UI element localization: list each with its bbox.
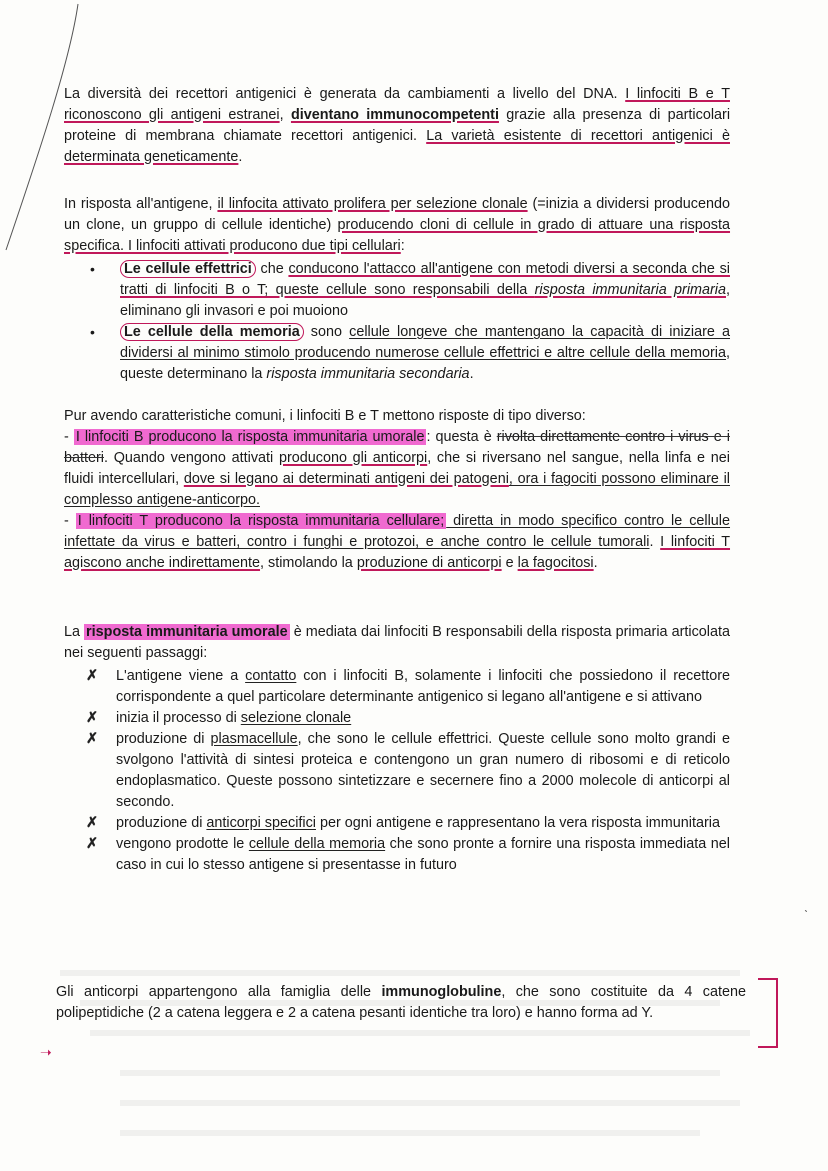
- t-t3: I linfociti T agiscono anche indirettamente: [64, 534, 731, 571]
- arrow-icon: ➝: [40, 1044, 52, 1060]
- cross-mark-icon: ✗: [86, 710, 99, 726]
- cross-mark-icon: ✗: [86, 668, 99, 684]
- list-item-effector: [64, 259, 730, 322]
- p3-intro: Pur avendo caratteristiche comuni, i linfociti B e T mettono risposte di tipo diverso:: [64, 408, 586, 424]
- paragraph-clonal-selection: [64, 194, 730, 385]
- step-text: con i linfociti B, solamente i linfociti che possiedono il recettore corrispondente a quel particolare determinante antigenico si legano all'antigene e si attivano: [116, 668, 730, 705]
- effector-t3: conducono l'attacco all'antigene con metodi diversi a seconda che si tratti di linfociti B o T; queste cellule sono responsabili della: [120, 261, 730, 298]
- p1-s5: grazie alla presenza di particolari proteine di membrana chiamate recettori antigenici.: [64, 107, 731, 144]
- memory-t5: risposta immunitaria secondaria: [266, 366, 470, 382]
- paragraph-humoral-steps: [64, 622, 730, 876]
- cross-mark-icon: ✗: [86, 815, 99, 831]
- p1-s6: La varietà esistente di recettori antigenici è determinata geneticamente: [64, 128, 730, 165]
- p1-s7: .: [238, 149, 243, 165]
- step-text: per ogni antigene e rappresentano la vera risposta immunitaria: [315, 815, 720, 831]
- effector-t5: , eliminano gli invasori e poi muoiono: [120, 282, 730, 319]
- effector-t2: che: [255, 261, 289, 277]
- p1-s1: La diversità dei recettori antigenici è generata da cambiamenti a livello del DNA.: [64, 86, 626, 102]
- b-t5: , che si riversano nel sangue, nella linfa e nei fluidi intercellulari,: [64, 450, 730, 487]
- dash: -: [64, 429, 74, 445]
- p1-s4: diventano immunocompetenti: [290, 107, 499, 123]
- b-t6: dove si legano ai determinati antigeni dei patogeni: [183, 471, 509, 487]
- step-term: selezione clonale: [240, 710, 352, 726]
- p1-s3: ,: [279, 107, 291, 123]
- step-item: [64, 666, 730, 708]
- bullet-dot: •: [90, 324, 95, 340]
- p2-s1: In risposta all'antigene,: [64, 196, 218, 212]
- step-text: che sono pronte a fornire una risposta immediata nel caso in cui lo stesso antigene si presentasse in futuro: [116, 836, 730, 873]
- p5-s1: Gli anticorpi appartengono alla famiglia delle: [56, 984, 382, 1000]
- cell-types-list: [64, 259, 730, 385]
- dash: -: [64, 513, 76, 529]
- bullet-dot: •: [90, 261, 95, 277]
- effector-cells-term: Le cellule effettrici: [120, 260, 256, 278]
- step-item: [64, 708, 730, 729]
- p4-s2: è mediata dai linfociti B responsabili della risposta primaria articolata nei seguenti passaggi:: [64, 624, 730, 661]
- p2-s2: il linfocita attivato prolifera per selezione clonale: [217, 196, 528, 212]
- t-t6: e: [501, 555, 518, 571]
- b-t4: producono gli anticorpi: [278, 450, 428, 466]
- cross-mark-icon: ✗: [86, 731, 99, 747]
- step-term: plasmacellule: [210, 731, 298, 747]
- t-t7: la fagocitosi: [517, 555, 594, 571]
- step-term: cellule della memoria: [248, 836, 386, 852]
- t-t2: .: [649, 534, 661, 550]
- memory-t2: sono: [303, 324, 350, 340]
- step-text: vengono prodotte le: [116, 836, 249, 852]
- t-cellular-highlight: I linfociti T producono la risposta immunitaria cellulare;: [77, 513, 445, 529]
- tick-icon: ˋ: [804, 908, 808, 922]
- step-item: [64, 729, 730, 813]
- step-text: inizia il processo di: [116, 710, 241, 726]
- effector-t4: risposta immunitaria primaria: [534, 282, 726, 298]
- bracket-annotation: [758, 978, 778, 1048]
- p3-t-line: [64, 511, 730, 574]
- t-t5: produzione di anticorpi: [356, 555, 502, 571]
- p3-b-line: [64, 427, 730, 511]
- p4-s1: La: [64, 624, 85, 640]
- memory-t3: cellule longeve che mantengano la capacità di iniziare a dividersi al minimo stimolo producendo numerose cellule effettrici e altre cellule della memoria: [120, 324, 730, 361]
- humoral-response-highlight: risposta immunitaria umorale: [86, 624, 288, 640]
- b-t1: : questa è: [426, 429, 497, 445]
- step-item: [64, 813, 730, 834]
- memory-t6: .: [469, 366, 474, 382]
- step-text: , che sono le cellule effettrici. Queste cellule sono molto grandi e svolgono l'attività di sintesi proteica e contengono un gran numero di ribosomi e di reticolo endoplasmatico. Queste possono sintetizzare e secernere fino a 2000 molecole di anticorpi al secondo.: [116, 731, 730, 810]
- b-t2: rivolta direttamente contro i virus e i batteri: [64, 429, 730, 466]
- humoral-steps-list: [64, 666, 730, 876]
- step-term: contatto: [245, 668, 297, 684]
- p2-s5: :: [400, 238, 405, 254]
- paragraph-antibodies: [56, 982, 746, 1024]
- paragraph-dna-receptors: [64, 84, 730, 168]
- p1-s2: I linfociti B e T riconoscono gli antigeni estranei: [64, 86, 730, 123]
- step-text: L'antigene viene a: [116, 668, 246, 684]
- memory-cells-term: Le cellule della memoria: [120, 323, 304, 341]
- memory-t4: , queste determinano la: [120, 345, 730, 382]
- step-text: produzione di: [116, 731, 211, 747]
- t-t8: .: [593, 555, 598, 571]
- list-item-memory: [64, 322, 730, 385]
- t-t4: , stimolando la: [260, 555, 357, 571]
- b-humoral-highlight: I linfociti B producono la risposta immunitaria umorale: [75, 429, 425, 445]
- step-term: anticorpi specifici: [206, 815, 316, 831]
- b-t3: . Quando vengono attivati: [104, 450, 279, 466]
- step-text: produzione di: [116, 815, 207, 831]
- b-t7: , ora i fagociti possono eliminare il complesso antigene-anticorpo.: [64, 471, 730, 508]
- t-t1: diretta in modo specifico contro le cellule infettate da virus e batteri, contro i funghi e protozoi, e anche contro le cellule tumorali: [64, 513, 731, 550]
- p2-s3: (=inizia a dividersi producendo un clone, un gruppo di cellule identiche): [64, 196, 730, 233]
- paragraph-b-t-responses: [64, 406, 730, 574]
- p2-s4: producendo cloni di cellule in grado di attuare una risposta specifica. I linfociti attivati producono due tipi cellulari: [64, 217, 731, 254]
- step-item: [64, 834, 730, 876]
- immunoglobulin-term: immunoglobuline: [381, 984, 502, 1000]
- p5-s2: , che sono costituite da 4 catene polipeptidiche (2 a catena leggera e 2 a catena pesanti identiche tra loro) e hanno forma ad Y.: [56, 984, 747, 1021]
- cross-mark-icon: ✗: [86, 836, 99, 852]
